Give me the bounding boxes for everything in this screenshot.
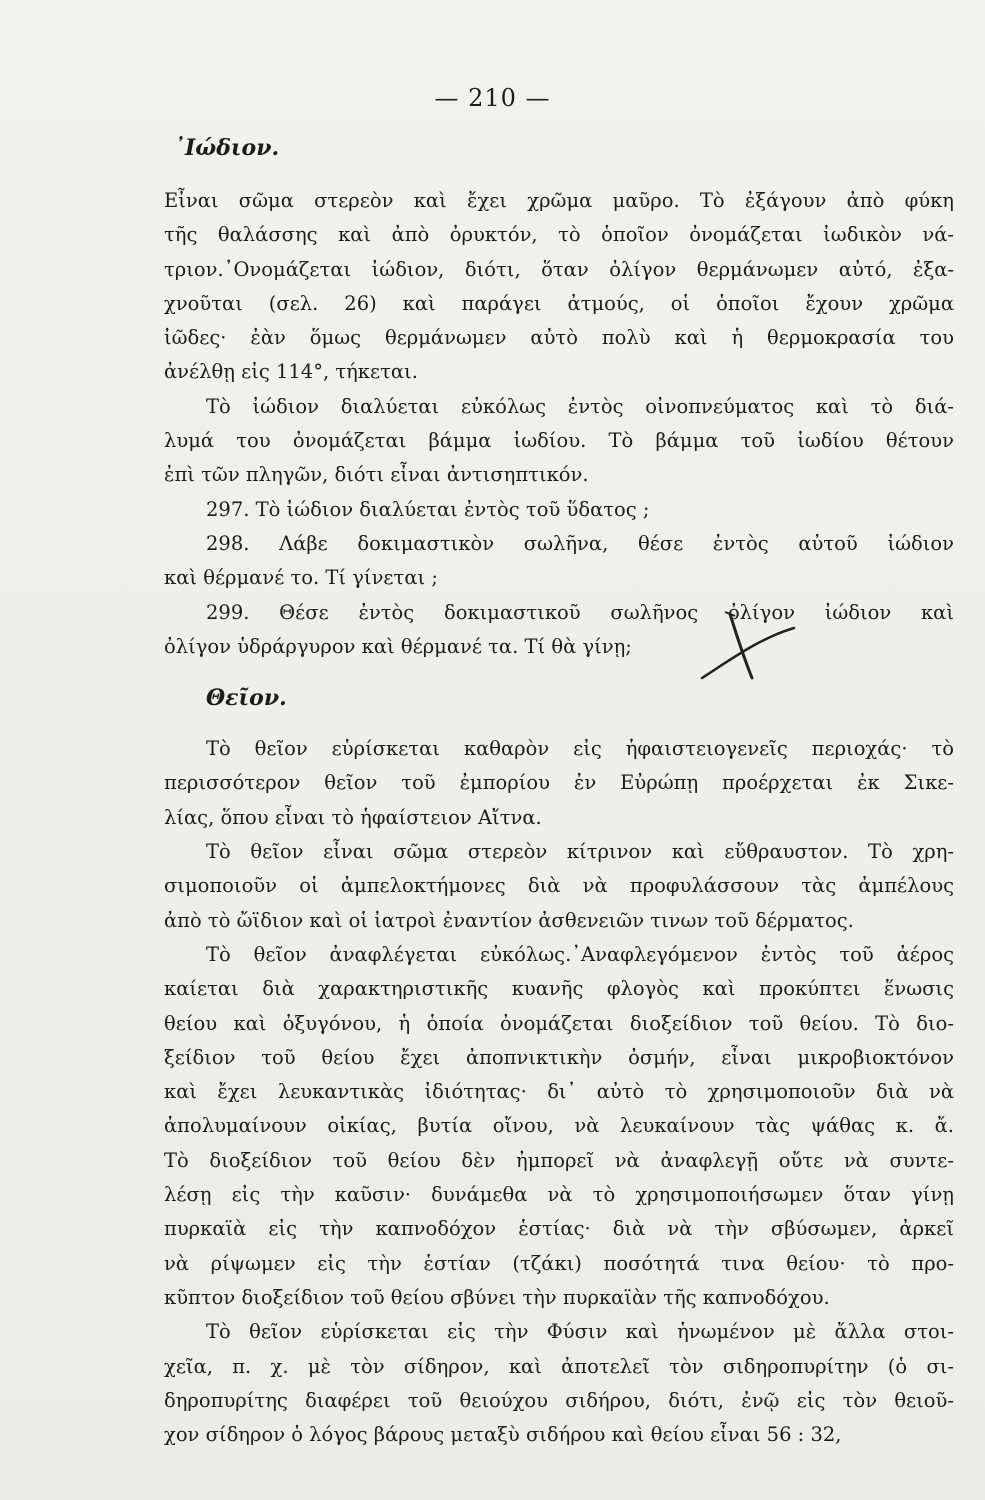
paragraph — [164, 527, 954, 596]
text-line: ἀπὸ τὸ ὤϊδιον καὶ οἱ ἰατροὶ ἐναντίον ἀσθενειῶν τινων τοῦ δέρματος. — [164, 908, 854, 932]
text-line: ξείδιον τοῦ θείου ἔχει ἀποπνικτικὴν ὀσμήν, εἶναι μικροβιοκτόνον — [164, 1045, 954, 1069]
text-line: καίεται διὰ χαρακτηριστικῆς κυανῆς φλογὸς καὶ προκύπτει ἕνωσις — [164, 977, 954, 1001]
text-line: χον σίδηρον ὁ λόγος βάρους μεταξὺ σιδήρου καὶ θείου εἶναι 56 : 32, — [164, 1423, 842, 1447]
paragraph — [164, 1315, 954, 1452]
section-sulfur — [164, 732, 954, 1452]
text-line: ἀπολυμαίνουν οἰκίας, βυτία οἴνου, νὰ λευκαίνουν τὰς ψάθας κ. ἄ. — [164, 1114, 954, 1138]
text-line: Τὸ θεῖον εὑρίσκεται καθαρὸν εἰς ἡφαιστειογενεῖς περιοχάς· τὸ — [206, 737, 954, 761]
section-iodine — [164, 184, 954, 664]
section-heading-sulfur: Θεῖον. — [206, 685, 287, 712]
paragraph — [164, 390, 954, 493]
page-body — [164, 132, 954, 1452]
page-number: — 210 — — [434, 84, 551, 112]
paragraph — [164, 596, 954, 665]
text-line: 297. Τὸ ἰώδιον διαλύεται ἐντὸς τοῦ ὕδατος ; — [206, 497, 650, 521]
text-line: δηροπυρίτης διαφέρει τοῦ θειούχου σιδήρου, διότι, ἐνῷ εἰς τὸν θειοῦ- — [164, 1388, 954, 1412]
text-line: θείου καὶ ὀξυγόνου, ἡ ὁποία ὀνομάζεται διοξείδιον τοῦ θείου. Τὸ διο- — [164, 1011, 954, 1035]
text-line: καὶ θέρμανέ το. Τί γίνεται ; — [164, 566, 438, 590]
text-line: Τὸ θεῖον εὑρίσκεται εἰς τὴν Φύσιν καὶ ἡνωμένον μὲ ἄλλα στοι- — [206, 1320, 954, 1344]
text-line: ὀλίγον ὑδράργυρον καὶ θέρμανέ τα. Τί θὰ γίνῃ; — [164, 634, 632, 658]
paragraph — [164, 493, 954, 527]
text-line: Τὸ θεῖον εἶναι σῶμα στερεὸν κίτρινον καὶ εὔθραυστον. Τὸ χρη- — [206, 840, 954, 864]
text-line: Εἶναι σῶμα στερεὸν καὶ ἔχει χρῶμα μαῦρο. Τὸ ἐξάγουν ἀπὸ φύκη — [164, 189, 954, 212]
paragraph — [164, 938, 954, 1315]
text-line: πυρκαϊὰ εἰς τὴν καπνοδόχον ἑστίας· διὰ νὰ τὴν σβύσωμεν, ἀρκεῖ — [164, 1217, 954, 1241]
text-line: σιμοποιοῦν οἱ ἀμπελοκτήμονες διὰ νὰ προφυλάσσουν τὰς ἀμπέλους — [164, 874, 954, 898]
text-line: χνοῦται (σελ. 26) καὶ παράγει ἀτμούς, οἱ ὁποῖοι ἔχουν χρῶμα — [164, 291, 954, 315]
text-line: 298. Λάβε δοκιμαστικὸν σωλῆνα, θέσε ἐντὸς αὐτοῦ ἰώδιον — [206, 531, 954, 555]
text-line: Τὸ θεῖον ἀναφλέγεται εὐκόλως.᾿Αναφλεγόμενον ἐντὸς τοῦ ἀέρος — [206, 942, 954, 966]
text-line: λίας, ὅπου εἶναι τὸ ἡφαίστειον Αἴτνα. — [164, 805, 542, 829]
text-line: νὰ ρίψωμεν εἰς τὴν ἑστίαν (τζάκι) ποσότητά τινα θείου· τὸ προ- — [164, 1251, 954, 1275]
paragraph — [164, 184, 954, 390]
text-line: χεῖα, π. χ. μὲ τὸν σίδηρον, καὶ ἀποτελεῖ τὸν σιδηροπυρίτην (ὁ σι- — [164, 1354, 954, 1378]
paragraph — [164, 835, 954, 938]
text-line: καὶ ἔχει λευκαντικὰς ἰδιότητας· δι᾿ αὐτὸ τὸ χρησιμοποιοῦν διὰ νὰ — [164, 1080, 954, 1104]
text-line: τῆς θαλάσσης καὶ ἀπὸ ὀρυκτόν, τὸ ὁποῖον ὀνομάζεται ἰωδικὸν νά- — [164, 223, 954, 247]
text-line: 299. Θέσε ἐντὸς δοκιμαστικοῦ σωλῆνος ὀλίγον ἰώδιον καὶ — [206, 600, 954, 624]
section-heading-iodine: ᾿Ιώδιον. — [174, 135, 280, 161]
text-line: λυμά του ὀνομάζεται βάμμα ἰωδίου. Τὸ βάμμα τοῦ ἰωδίου θέτουν — [164, 429, 954, 453]
text-line: ἀνέλθῃ εἰς 114°, τήκεται. — [164, 360, 418, 384]
text-line: Τὸ ἰώδιον διαλύεται εὐκόλως ἐντὸς οἰνοπνεύματος καὶ τὸ διά- — [206, 394, 954, 418]
text-line: ἰῶδες· ἐὰν ὅμως θερμάνωμεν αὐτὸ πολὺ καὶ ἡ θερμοκρασία του — [164, 326, 954, 350]
text-line: λέσῃ εἰς τὴν καῦσιν· δυνάμεθα νὰ τὸ χρησιμοποιήσωμεν ὅταν γίνῃ — [164, 1183, 954, 1207]
text-line: τριον.᾿Ονομάζεται ἰώδιον, διότι, ὅταν ὀλίγον θερμάνωμεν αὐτό, ἐξα- — [164, 257, 954, 281]
text-line: Τὸ διοξείδιον τοῦ θείου δὲν ἠμπορεῖ νὰ ἀναφλεγῇ οὔτε νὰ συντε- — [164, 1148, 954, 1172]
text-line: ἐπὶ τῶν πληγῶν, διότι εἶναι ἀντισηπτικόν. — [164, 463, 589, 487]
text-line: κῦπτον διοξείδιον τοῦ θείου σβύνει τὴν πυρκαϊὰν τῆς καπνοδόχου. — [164, 1285, 830, 1309]
paragraph — [164, 732, 954, 835]
text-line: περισσότερον θεῖον τοῦ ἐμπορίου ἐν Εὐρώπῃ προέρχεται ἐκ Σικε- — [164, 771, 954, 795]
handwritten-cross-mark — [690, 608, 800, 688]
